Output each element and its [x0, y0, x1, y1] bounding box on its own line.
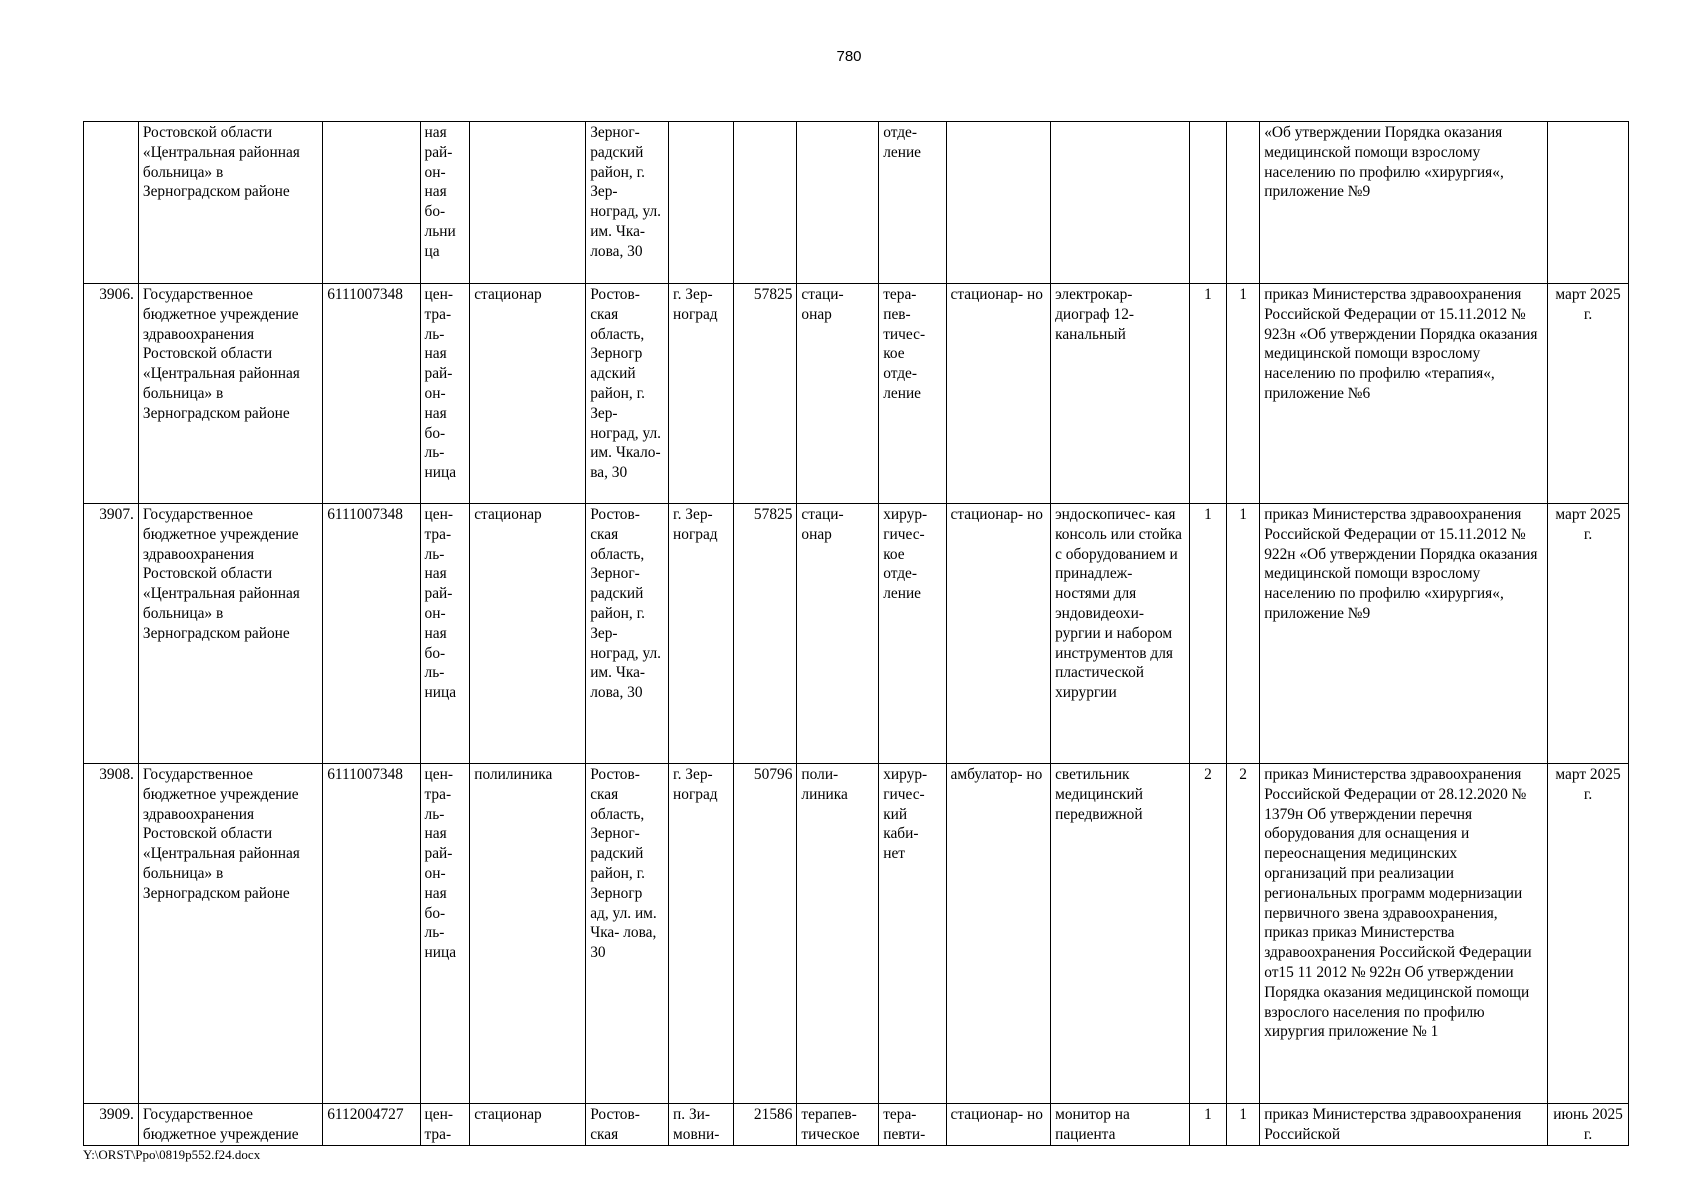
cell-legal-basis: «Об утверждении Порядка оказания медицинской помощи взрослому населению по профилю «хирургия«, приложение №9: [1260, 122, 1548, 284]
table-row: [84, 1104, 1629, 1146]
cell-quantity-1: 1: [1189, 284, 1226, 504]
cell-quantity-1: 2: [1189, 764, 1226, 1104]
cell-row-number: 3907.: [84, 504, 139, 764]
cell-date: март 2025 г.: [1548, 284, 1629, 504]
cell-quantity-2: 1: [1227, 504, 1260, 764]
cell-quantity-1: 1: [1189, 504, 1226, 764]
cell-row-number: [84, 122, 139, 284]
cell-care-form: [946, 122, 1051, 284]
cell-row-number: 3906.: [84, 284, 139, 504]
cell-inn: 6111007348: [323, 284, 420, 504]
cell-equipment: электрокар- диограф 12- канальный: [1051, 284, 1190, 504]
cell-institution-type: цен- тра- ль- ная рай- он- ная бо- ль- ница: [420, 284, 470, 504]
cell-address: Ростов- ская область, Зерног- радский район, г. Зер- ноград, ул. им. Чка- лова, 30: [586, 504, 669, 764]
cell-care-form: стационар- но: [946, 504, 1051, 764]
cell-organization-name: Государственное бюджетное учреждение: [138, 1104, 322, 1146]
cell-care-form: стационар- но: [946, 1104, 1051, 1146]
cell-unit: стационар: [470, 284, 586, 504]
cell-date: июнь 2025 г.: [1548, 1104, 1629, 1146]
cell-row-number: 3909.: [84, 1104, 139, 1146]
page-number: 780: [836, 48, 862, 65]
cell-code: 50796: [734, 764, 797, 1104]
cell-equipment: эндоскопичес- кая консоль или стойка с оборудованием и принадлеж- ностями для эндовидеохи- рургии и набором инструментов для пластической хирургии: [1051, 504, 1190, 764]
cell-organization-name: Государственное бюджетное учреждение здравоохранения Ростовской области «Центральная районная больница» в Зерноградском районе: [138, 764, 322, 1104]
cell-division: стаци- онар: [797, 504, 879, 764]
cell-inn: [323, 122, 420, 284]
cell-quantity-1: 1: [1189, 1104, 1226, 1146]
cell-address: Ростов- ская область, Зерног- радский район, г. Зерногр ад, ул. им. Чка- лова, 30: [586, 764, 669, 1104]
cell-legal-basis: приказ Министерства здравоохранения Российской Федерации от 15.11.2012 № 923н «Об утверждении Порядка оказания медицинской помощи взрослому населению по профилю «терапия«, приложение №6: [1260, 284, 1548, 504]
cell-unit: стационар: [470, 1104, 586, 1146]
cell-organization-name: Ростовской области «Центральная районная больница» в Зерноградском районе: [138, 122, 322, 284]
cell-unit: стационар: [470, 504, 586, 764]
cell-organization-name: Государственное бюджетное учреждение здравоохранения Ростовской области «Центральная районная больница» в Зерноградском районе: [138, 284, 322, 504]
table-row: [84, 764, 1629, 1104]
cell-division: терапев- тическое: [797, 1104, 879, 1146]
cell-settlement: п. Зи- мовни-: [669, 1104, 734, 1146]
cell-code: [734, 122, 797, 284]
cell-equipment: монитор на пациента: [1051, 1104, 1190, 1146]
cell-quantity-1: [1189, 122, 1226, 284]
cell-institution-type: цен- тра- ль- ная рай- он- ная бо- ль- ница: [420, 504, 470, 764]
cell-inn: 6111007348: [323, 764, 420, 1104]
table-row: [84, 504, 1629, 764]
cell-settlement: г. Зер- ноград: [669, 764, 734, 1104]
cell-department: хирур- гичес- кий каби- нет: [879, 764, 946, 1104]
cell-division: [797, 122, 879, 284]
cell-legal-basis: приказ Министерства здравоохранения Российской Федерации от 28.12.2020 № 1379н Об утверждении перечня оборудования для оснащения и переоснащения медицинских организаций при реализации региональных программ модернизации первичного звена здравоохранения, приказ приказ Министерства здравоохранения Российской Федерации от15 11 2012 № 922н Об утверждении Порядка оказания медицинской помощи взрослого населения по профилю хирургия приложение № 1: [1260, 764, 1548, 1104]
table-row: [84, 122, 1629, 284]
footer-file-path: Y:\ORST\Ppo\0819p552.f24.docx: [83, 1147, 261, 1162]
cell-address: Ростов- ская: [586, 1104, 669, 1146]
cell-settlement: [669, 122, 734, 284]
cell-department: отде- ление: [879, 122, 946, 284]
cell-institution-type: цен- тра- ль- ная рай- он- ная бо- ль- ница: [420, 764, 470, 1104]
table-row: [84, 284, 1629, 504]
cell-care-form: стационар- но: [946, 284, 1051, 504]
cell-department: тера- пев- тичес- кое отде- ление: [879, 284, 946, 504]
cell-address: Зерног- радский район, г. Зер- ноград, ул. им. Чка- лова, 30: [586, 122, 669, 284]
cell-department: тера- певти-: [879, 1104, 946, 1146]
cell-institution-type: цен- тра-: [420, 1104, 470, 1146]
cell-unit: полилиника: [470, 764, 586, 1104]
cell-row-number: 3908.: [84, 764, 139, 1104]
cell-date: март 2025 г.: [1548, 764, 1629, 1104]
cell-quantity-2: [1227, 122, 1260, 284]
cell-code: 21586: [734, 1104, 797, 1146]
cell-division: поли- линика: [797, 764, 879, 1104]
cell-inn: 6111007348: [323, 504, 420, 764]
cell-settlement: г. Зер- ноград: [669, 504, 734, 764]
equipment-table: [83, 121, 1629, 1146]
cell-inn: 6112004727: [323, 1104, 420, 1146]
cell-care-form: амбулатор- но: [946, 764, 1051, 1104]
cell-date: март 2025 г.: [1548, 504, 1629, 764]
cell-quantity-2: 2: [1227, 764, 1260, 1104]
cell-equipment: [1051, 122, 1190, 284]
cell-unit: [470, 122, 586, 284]
cell-code: 57825: [734, 504, 797, 764]
cell-settlement: г. Зер- ноград: [669, 284, 734, 504]
cell-address: Ростов- ская область, Зерногр адский район, г. Зер- ноград, ул. им. Чкало- ва, 30: [586, 284, 669, 504]
cell-institution-type: ная рай- он- ная бо- льни ца: [420, 122, 470, 284]
cell-equipment: светильник медицинский передвижной: [1051, 764, 1190, 1104]
cell-organization-name: Государственное бюджетное учреждение здравоохранения Ростовской области «Центральная районная больница» в Зерноградском районе: [138, 504, 322, 764]
cell-quantity-2: 1: [1227, 1104, 1260, 1146]
cell-legal-basis: приказ Министерства здравоохранения Российской: [1260, 1104, 1548, 1146]
cell-department: хирур- гичес- кое отде- ление: [879, 504, 946, 764]
cell-division: стаци- онар: [797, 284, 879, 504]
cell-code: 57825: [734, 284, 797, 504]
cell-legal-basis: приказ Министерства здравоохранения Российской Федерации от 15.11.2012 № 922н «Об утверждении Порядка оказания медицинской помощи взрослому населению по профилю «хирургия«, приложение №9: [1260, 504, 1548, 764]
cell-quantity-2: 1: [1227, 284, 1260, 504]
cell-date: [1548, 122, 1629, 284]
